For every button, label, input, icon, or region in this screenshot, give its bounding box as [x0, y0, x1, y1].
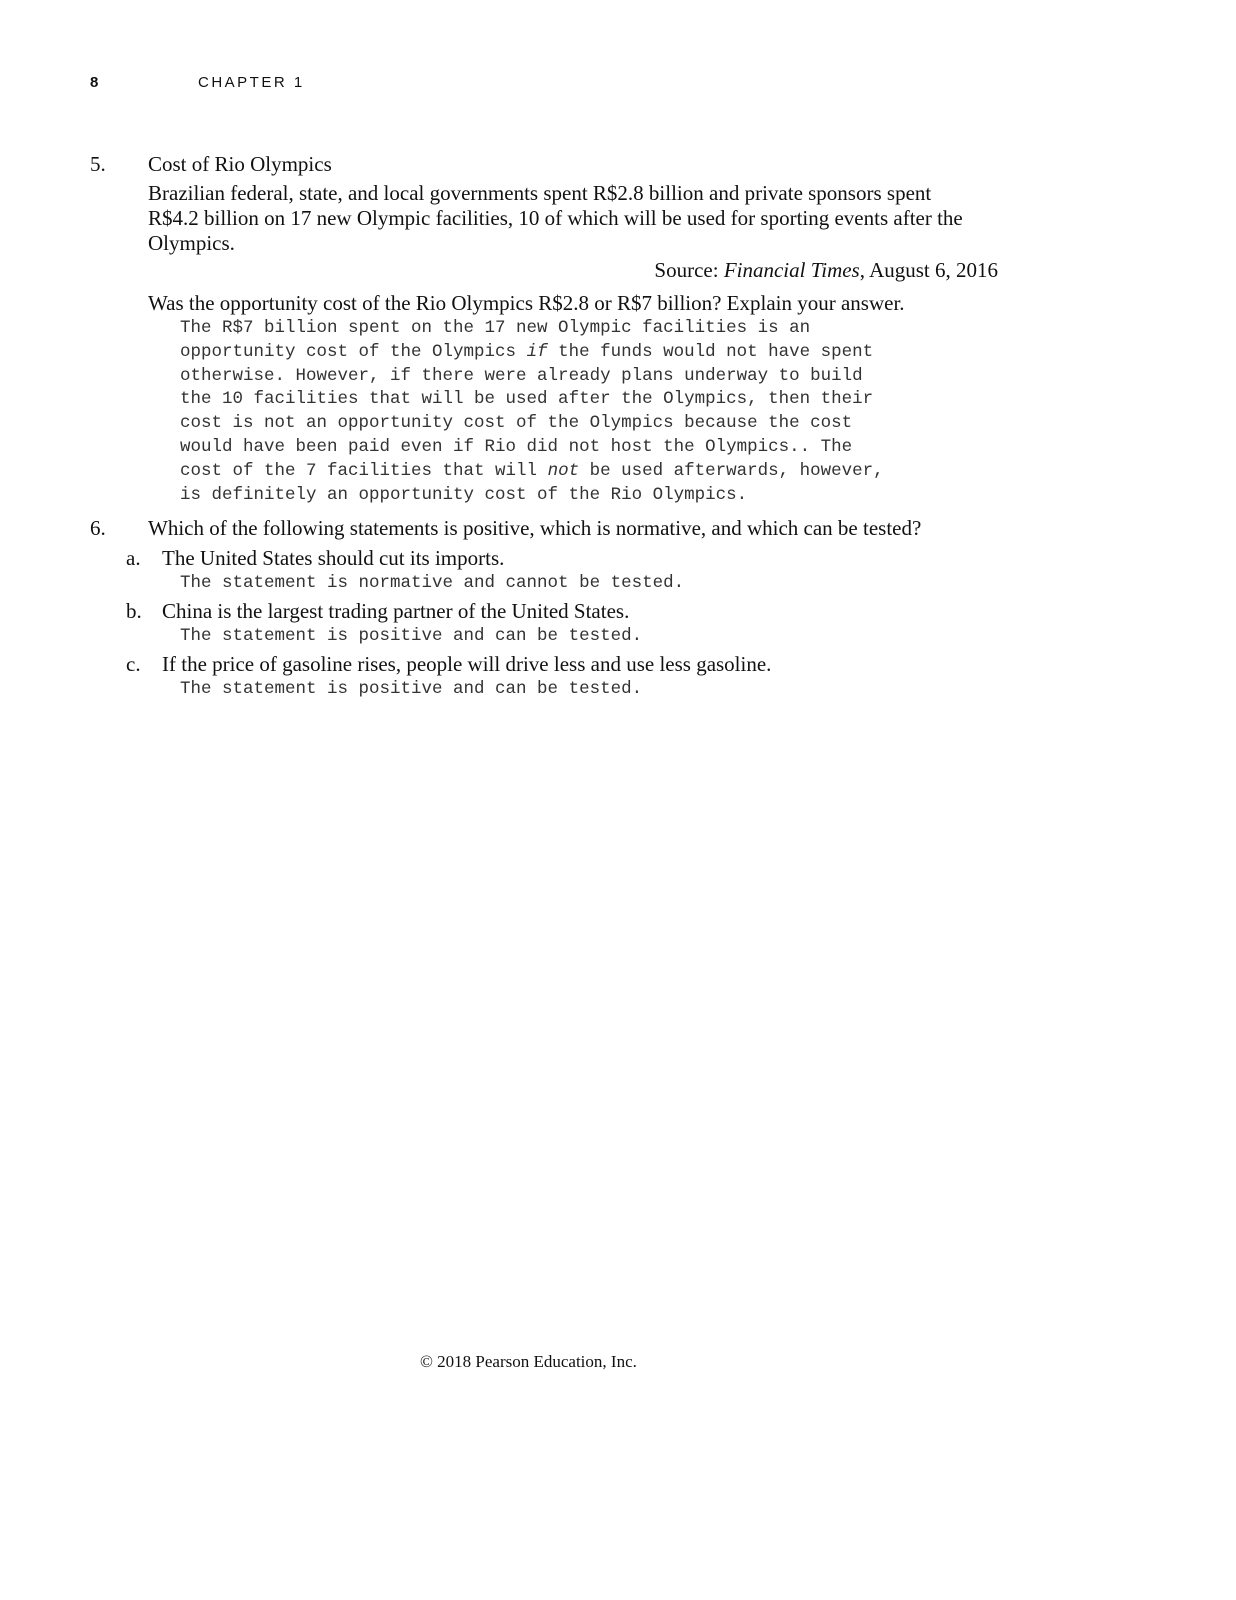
item-b-answer: The statement is positive and can be tested.	[180, 626, 643, 646]
question-5-source	[654, 258, 998, 283]
item-b-statement: China is the largest trading partner of the United States.	[162, 599, 630, 623]
copyright-footer: © 2018 Pearson Education, Inc.	[420, 1352, 637, 1371]
answer-line: cost is not an opportunity cost of the Olympics because the cost	[180, 413, 853, 434]
item-b-letter: b.	[126, 599, 142, 623]
item-c-letter: c.	[126, 652, 141, 676]
question-5-title: Cost of Rio Olympics	[148, 152, 332, 176]
question-5-body	[148, 181, 1008, 256]
answer-line: otherwise. However, if there were already plans underway to build	[180, 365, 863, 386]
answer-line-part: cost of the 7 facilities that will	[180, 460, 548, 481]
answer-line-part: opportunity cost of the Olympics	[180, 341, 527, 362]
source-date: , August 6, 2016	[859, 258, 998, 282]
source-prefix: Source:	[654, 258, 724, 282]
question-5-body-line: R$4.2 billion on 17 new Olympic facilities, 10 of which will be used for sporting events after the	[148, 206, 963, 230]
page-number: 8	[90, 74, 99, 91]
chapter-heading: CHAPTER 1	[198, 74, 305, 91]
answer-line-part: the funds would not have spent	[547, 341, 874, 362]
item-a-answer: The statement is normative and cannot be tested.	[180, 573, 685, 593]
answer-line: the 10 facilities that will be used after the Olympics, then their	[180, 389, 874, 410]
question-6-number: 6.	[90, 516, 106, 540]
item-c-statement: If the price of gasoline rises, people will drive less and use less gasoline.	[162, 652, 772, 676]
answer-line: is definitely an opportunity cost of the Rio Olympics.	[180, 484, 748, 505]
question-5-prompt: Was the opportunity cost of the Rio Olympics R$2.8 or R$7 billion? Explain your answer.	[148, 291, 905, 315]
item-a-letter: a.	[126, 546, 141, 570]
answer-emphasis: if	[526, 341, 548, 362]
answer-line: would have been paid even if Rio did not host the Olympics.. The	[180, 436, 853, 457]
question-5-body-line: Olympics.	[148, 231, 235, 255]
answer-line: The R$7 billion spent on the 17 new Olympic facilities is an	[180, 318, 811, 338]
source-publication: Financial Times	[723, 258, 860, 282]
answer-line-part: be used afterwards, however,	[579, 460, 884, 481]
item-c-answer: The statement is positive and can be tested.	[180, 679, 643, 699]
question-6-prompt: Which of the following statements is positive, which is normative, and which can be tested?	[148, 516, 922, 540]
item-a-statement: The United States should cut its imports.	[162, 546, 505, 570]
question-5-body-line: Brazilian federal, state, and local governments spent R$2.8 billion and private sponsors spent	[148, 181, 932, 205]
question-5-answer	[180, 317, 884, 507]
answer-emphasis: not	[547, 460, 580, 481]
question-5-number: 5.	[90, 152, 106, 176]
